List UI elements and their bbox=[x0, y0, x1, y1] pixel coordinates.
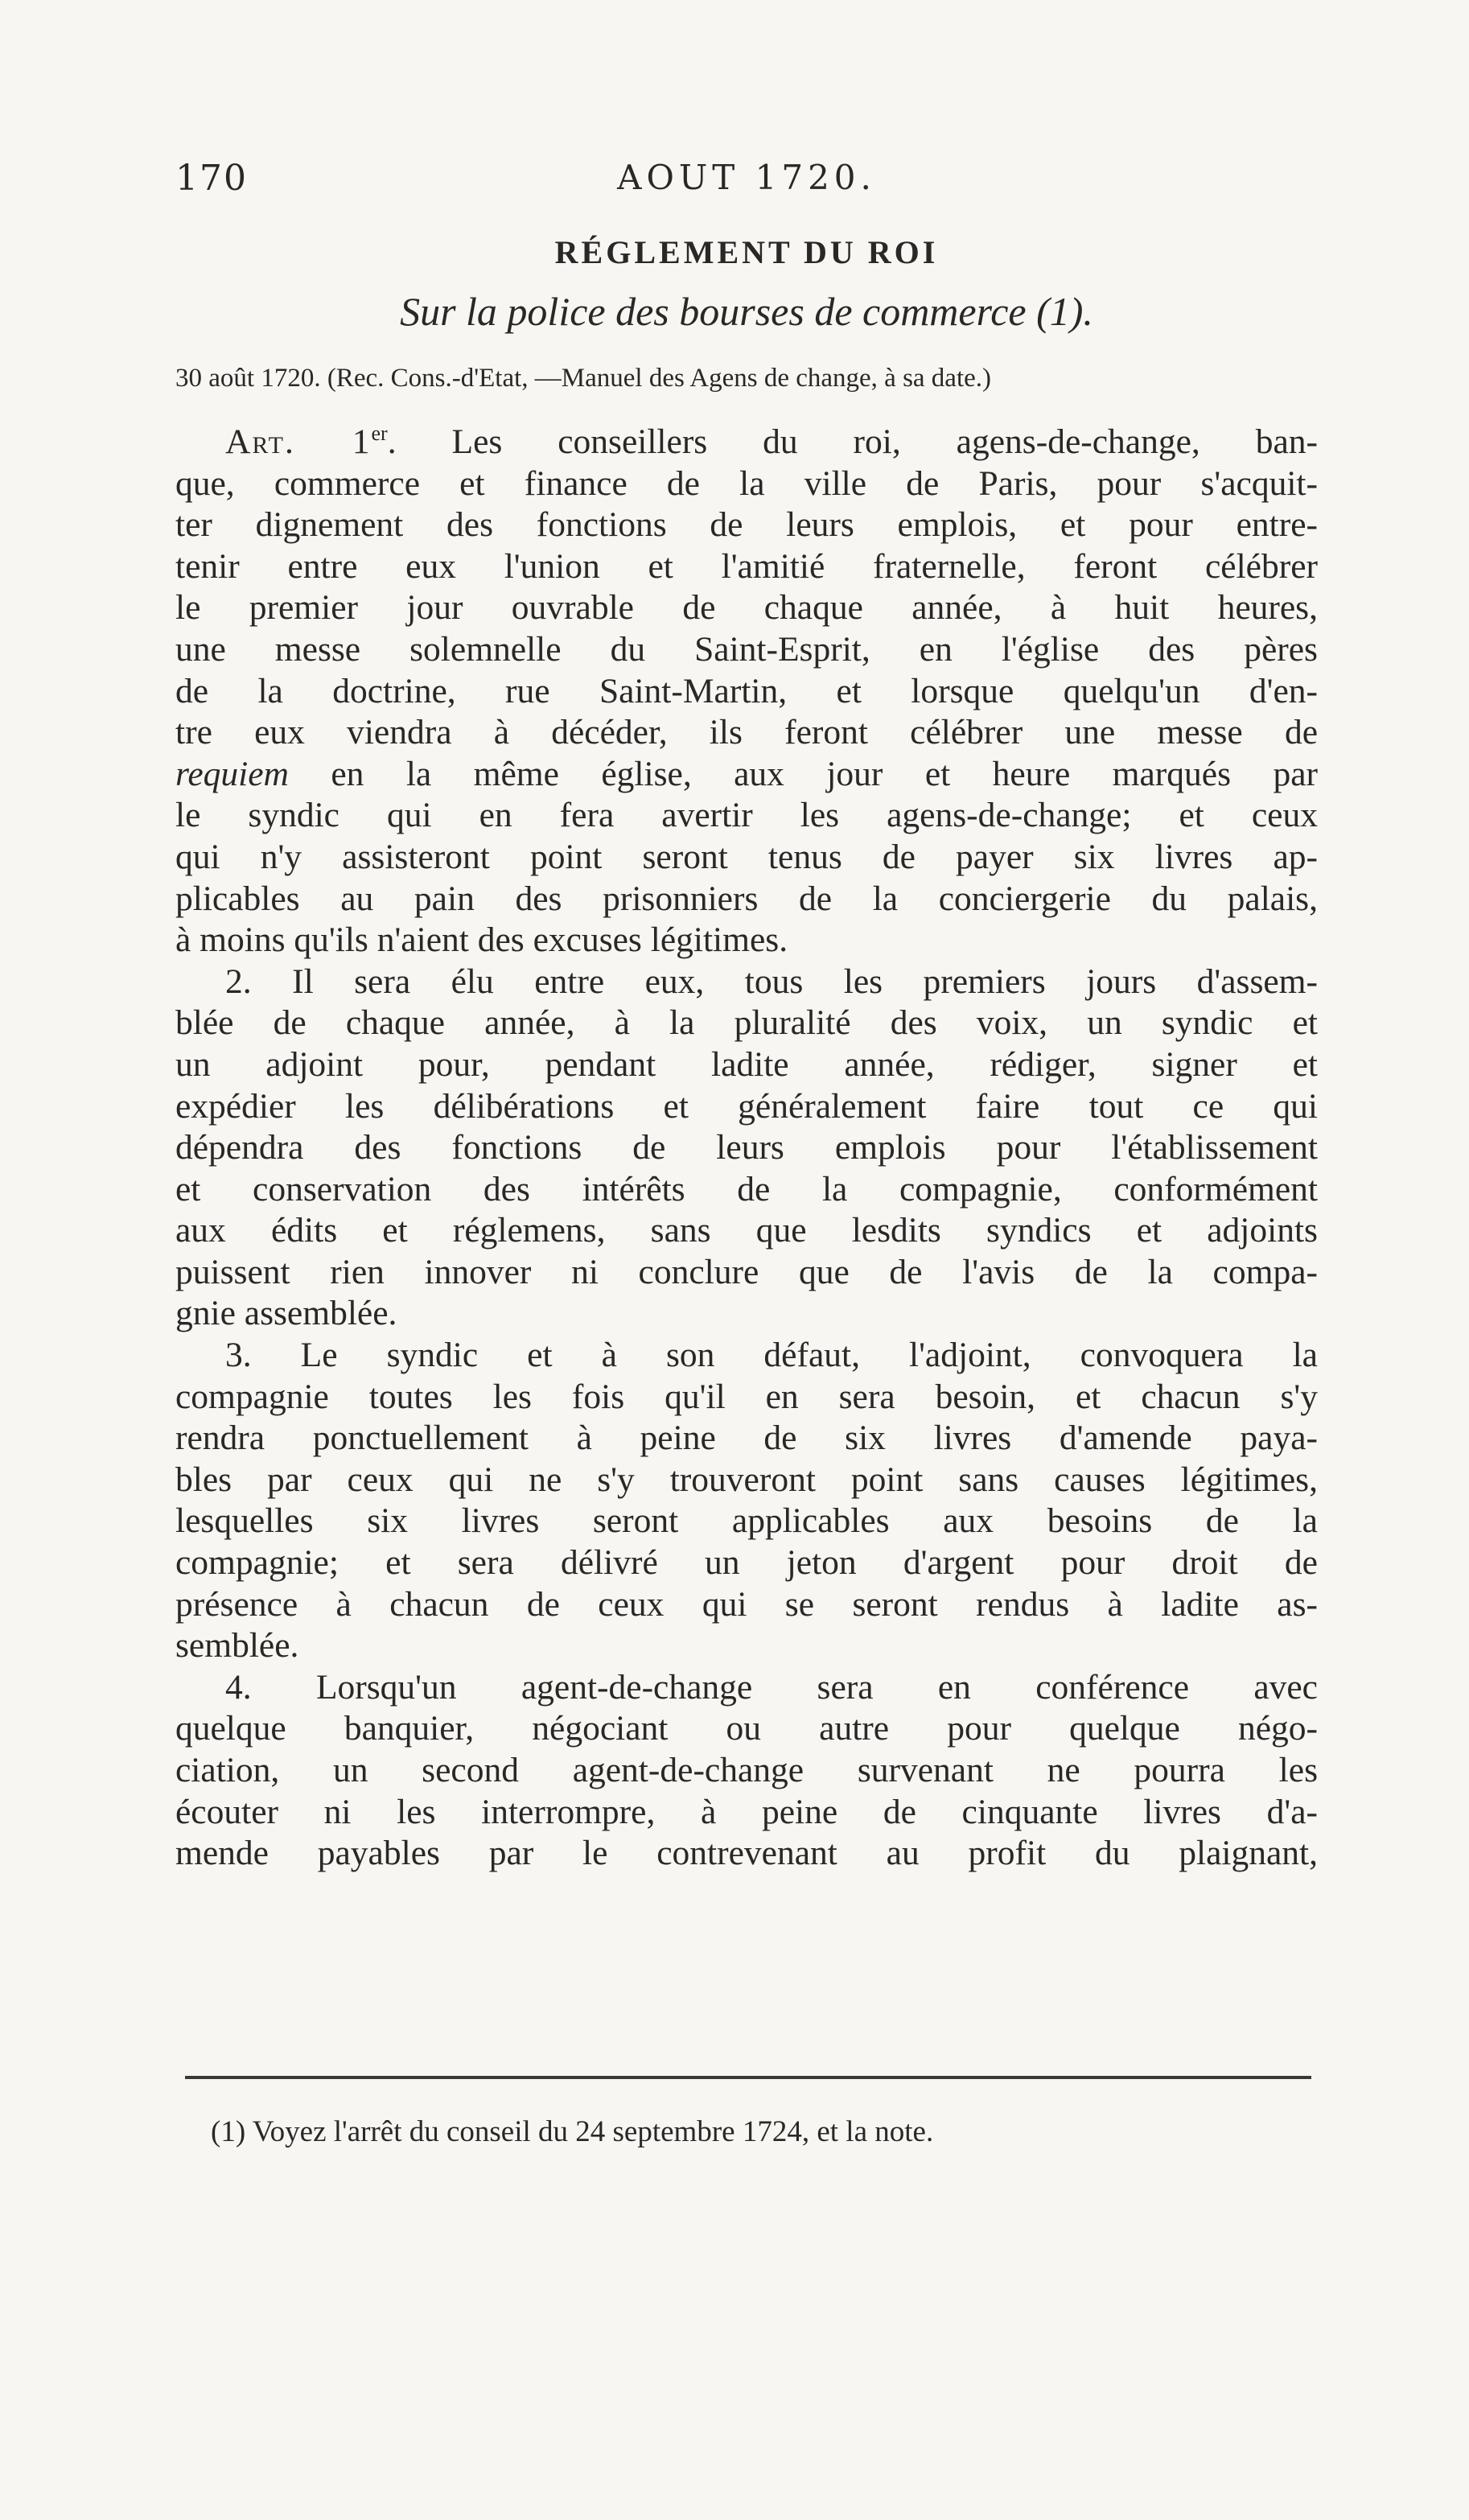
article-1-line bbox=[175, 754, 1318, 796]
article-4-line: ciation, un second agent-de-change survenant ne pourra les bbox=[175, 1751, 1318, 1789]
article-2-line: puissent rien innover ni conclure que de l'avis de la compa- bbox=[175, 1252, 1318, 1291]
article-1-line: le premier jour ouvrable de chaque année, à huit heures, bbox=[175, 588, 1318, 628]
article-2-line: dépendra des fonctions de leurs emplois pour l'établissement bbox=[175, 1128, 1318, 1167]
document-title: RÉGLEMENT DU ROI bbox=[554, 234, 939, 270]
body-text bbox=[175, 422, 1318, 1875]
source-reference: 30 août 1720. (Rec. Cons.-d'Etat, —Manuel des Agens de change, à sa date.) bbox=[175, 364, 992, 393]
running-head-date: AOUT 1720. bbox=[617, 158, 876, 197]
article-4-line: écouter ni les interrompre, à peine de cinquante livres d'a- bbox=[175, 1792, 1318, 1831]
article-1-line: qui n'y assisteront point seront tenus de payer six livres ap- bbox=[175, 837, 1318, 876]
article-2-line: aux édits et réglemens, sans que lesdits syndics et adjoints bbox=[175, 1211, 1318, 1250]
article-1-line: que, commerce et finance de la ville de Paris, pour s'acquit- bbox=[175, 463, 1318, 503]
article-1-line bbox=[175, 422, 1318, 463]
footnote-divider bbox=[185, 2076, 1311, 2079]
article-1-line: une messe solemnelle du Saint-Esprit, en l'église des pères bbox=[175, 629, 1318, 669]
article-1-line: à moins qu'ils n'aient des excuses légitimes. bbox=[175, 920, 788, 960]
requiem-word: requiem bbox=[175, 754, 289, 793]
article-1-line: tre eux viendra à décéder, ils feront célébrer une messe de bbox=[175, 713, 1318, 752]
article-1-line: tenir entre eux l'union et l'amitié fraternelle, feront célébrer bbox=[175, 546, 1318, 586]
article-4-line: 4. Lorsqu'un agent-de-change sera en conférence avec bbox=[225, 1667, 1318, 1707]
article-1-label: Art. 1 bbox=[225, 422, 372, 461]
footnote: (1) Voyez l'arrêt du conseil du 24 septembre 1724, et la note. bbox=[211, 2115, 934, 2148]
article-3-line: présence à chacun de ceux qui se seront rendus à ladite as- bbox=[175, 1584, 1318, 1624]
article-1-line: le syndic qui en fera avertir les agens-de-change; et ceux bbox=[175, 796, 1318, 835]
article-1-line: de la doctrine, rue Saint-Martin, et lorsque quelqu'un d'en- bbox=[175, 671, 1318, 710]
page-number: 170 bbox=[175, 158, 248, 199]
document-subtitle: Sur la police des bourses de commerce (1). bbox=[400, 289, 1093, 334]
requiem-line-rest: en la même église, aux jour et heure marqués par bbox=[288, 754, 1318, 793]
article-3-line: compagnie toutes les fois qu'il en sera besoin, et chacun s'y bbox=[175, 1377, 1318, 1416]
article-3-line: compagnie; et sera délivré un jeton d'argent pour droit de bbox=[175, 1543, 1318, 1583]
article-2-line: expédier les délibérations et généralement faire tout ce qui bbox=[175, 1086, 1318, 1126]
article-3-line: bles par ceux qui ne s'y trouveront point sans causes légitimes, bbox=[175, 1460, 1318, 1499]
article-3-line: semblée. bbox=[175, 1626, 299, 1666]
article-4-line: quelque banquier, négociant ou autre pour quelque négo- bbox=[175, 1709, 1318, 1748]
article-2-line: blée de chaque année, à la pluralité des voix, un syndic et bbox=[175, 1003, 1318, 1043]
article-2-line: et conservation des intérêts de la compagnie, conformément bbox=[175, 1169, 1318, 1209]
article-3-line: lesquelles six livres seront applicables aux besoins de la bbox=[175, 1501, 1318, 1541]
article-1-label-sup: er bbox=[371, 422, 388, 445]
article-1-first-line: . Les conseillers du roi, agens-de-change, ban- bbox=[387, 422, 1318, 461]
article-2-line: 2. Il sera élu entre eux, tous les premiers jours d'assem- bbox=[225, 961, 1318, 1001]
article-1-line: plicables au pain des prisonniers de la conciergerie du palais, bbox=[175, 879, 1318, 918]
article-4-line: mende payables par le contrevenant au profit du plaignant, bbox=[175, 1834, 1318, 1873]
article-1-line: ter dignement des fonctions de leurs emplois, et pour entre- bbox=[175, 505, 1318, 545]
article-3-line: rendra ponctuellement à peine de six livres d'amende paya- bbox=[175, 1419, 1318, 1458]
article-3-line: 3. Le syndic et à son défaut, l'adjoint, convoquera la bbox=[225, 1336, 1318, 1375]
article-2-line: gnie assemblée. bbox=[175, 1294, 397, 1333]
article-2-line: un adjoint pour, pendant ladite année, rédiger, signer et bbox=[175, 1044, 1318, 1084]
running-head bbox=[175, 158, 1318, 206]
